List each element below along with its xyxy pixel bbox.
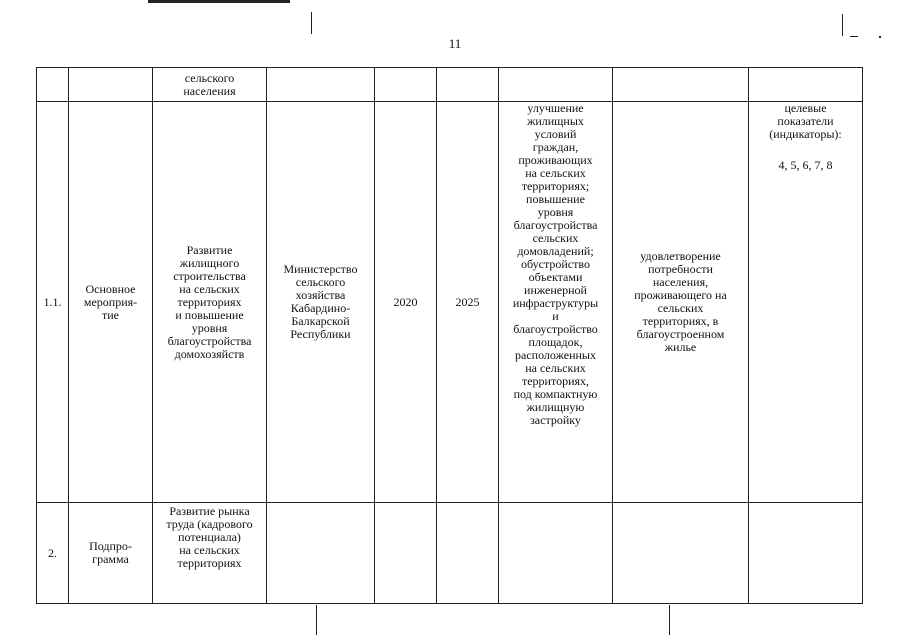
scan-mark-top [148,0,290,3]
scan-mark-right-vertical [842,14,843,36]
table-row [37,68,863,102]
indicators-list: 4, 5, 6, 7, 8 [778,158,833,172]
cell-indicators [749,68,863,102]
cell-results: улучшение жилищных условий граждан, проживающих на сельских территориях; повышение уровня благоустройства сельских домовладений; обустройство объектами инженерной инфраструктуры и благоустройство площадок, расположенных на сельских территориях, под компактную жилищную застройку [499,102,613,503]
cell-num: 1.1. [37,102,69,503]
cell-start-year [375,503,437,604]
cell-consequences: удовлетворение потребности населения, проживающего на сельских территориях, в благоустроенном жилье [613,102,749,503]
scan-mark-dot [879,36,881,38]
scan-mark-dash [850,36,858,37]
cell-indicators [749,503,863,604]
cell-num: 2. [37,503,69,604]
cell-start-year [375,68,437,102]
page-number: 11 [448,36,462,51]
scan-mark-bottom-vertical [316,605,317,635]
cell-type: Основное мероприя- тие [69,102,153,503]
cell-consequences [613,503,749,604]
cell-results [499,503,613,604]
scan-mark-vertical [311,12,312,34]
cell-type: Подпро- грамма [69,503,153,604]
cell-end-year: 2025 [437,102,499,503]
table-row [37,503,863,604]
cell-end-year [437,68,499,102]
cell-type [69,68,153,102]
cell-start-year: 2020 [375,102,437,503]
cell-executor [267,68,375,102]
cell-name: Развитие жилищного строительства на сельских территориях и повышение уровня благоустройства домохозяйств [153,102,267,503]
cell-consequences [613,68,749,102]
cell-indicators [749,102,863,503]
cell-num [37,68,69,102]
indicators-heading: целевые показатели (индикаторы): [769,101,842,141]
cell-end-year [437,503,499,604]
cell-name: сельского населения [153,68,267,102]
cell-name: Развитие рынка труда (кадрового потенциала) на сельских территориях [153,503,267,604]
program-table [36,67,863,604]
scan-mark-bottom-vertical-2 [669,605,670,635]
cell-executor [267,503,375,604]
cell-executor: Министерство сельского хозяйства Кабардино- Балкарской Республики [267,102,375,503]
table-row [37,102,863,503]
cell-results [499,68,613,102]
